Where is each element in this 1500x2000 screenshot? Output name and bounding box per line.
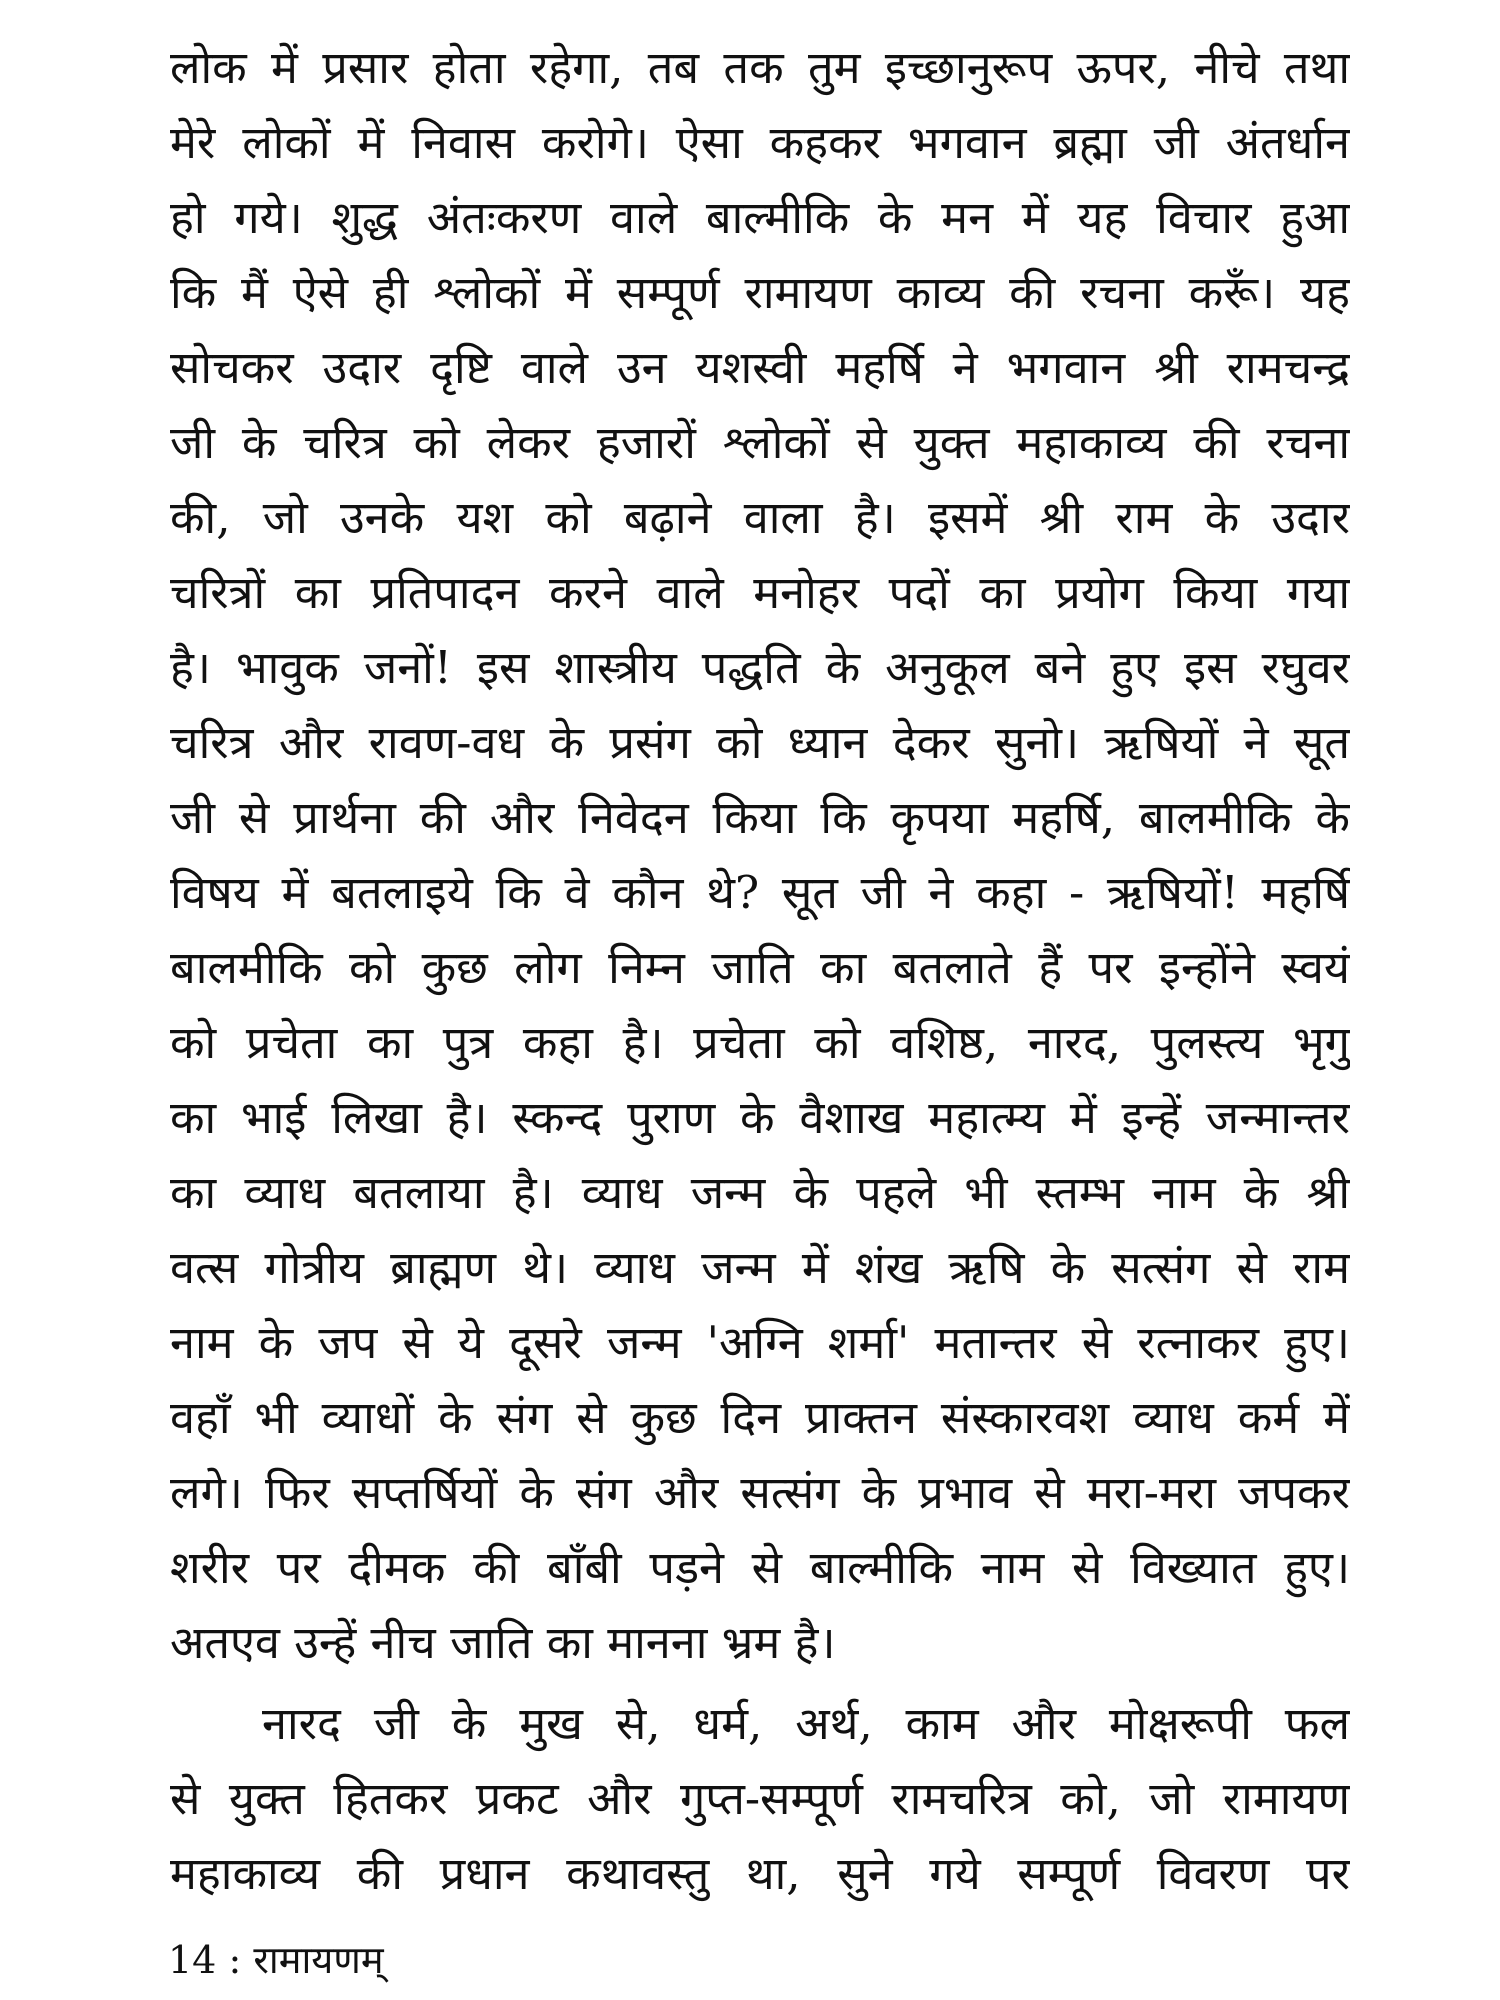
text-line: वत्स गोत्रीय ब्राह्मण थे। व्याध जन्म में शंख ऋषि के सत्संग से राम xyxy=(170,1241,1350,1294)
text-line: सोचकर उदार दृष्टि वाले उन यशस्वी महर्षि ने भगवान श्री रामचन्द्र xyxy=(170,341,1350,394)
text-line: मेरे लोकों में निवास करोगे। ऐसा कहकर भगवान ब्रह्मा जी अंतर्धान xyxy=(170,116,1350,169)
text-line: नाम के जप से ये दूसरे जन्म 'अग्नि शर्मा' मतान्तर से रत्नाकर हुए। xyxy=(170,1316,1350,1369)
text-line: लगे। फिर सप्तर्षियों के संग और सत्संग के प्रभाव से मरा-मरा जपकर xyxy=(170,1466,1350,1519)
text-line: बालमीकि को कुछ लोग निम्न जाति का बतलाते हैं पर इन्होंने स्वयं xyxy=(170,941,1350,994)
page-number: 14 xyxy=(168,1938,217,1982)
text-line: वहाँ भी व्याधों के संग से कुछ दिन प्राक्तन संस्कारवश व्याध कर्म में xyxy=(170,1391,1350,1444)
text-line: का भाई लिखा है। स्कन्द पुराण के वैशाख महात्म्य में इन्हें जन्मान्तर xyxy=(170,1091,1350,1144)
page-footer xyxy=(168,1935,384,1985)
text-line: जी के चरित्र को लेकर हजारों श्लोकों से युक्त महाकाव्य की रचना xyxy=(170,416,1350,469)
text-line: है। भावुक जनों! इस शास्त्रीय पद्धति के अनुकूल बने हुए इस रघुवर xyxy=(170,641,1350,694)
text-line: अतएव उन्हें नीच जाति का मानना भ्रम है। xyxy=(170,1616,836,1669)
text-line: जी से प्रार्थना की और निवेदन किया कि कृपया महर्षि, बालमीकि के xyxy=(170,791,1350,844)
text-line: हो गये। शुद्ध अंतःकरण वाले बाल्मीकि के मन में यह विचार हुआ xyxy=(170,191,1350,244)
text-line: नारद जी के मुख से, धर्म, अर्थ, काम और मोक्षरूपी फल xyxy=(262,1697,1350,1750)
text-line: चरित्रों का प्रतिपादन करने वाले मनोहर पदों का प्रयोग किया गया xyxy=(170,566,1350,619)
body-text xyxy=(170,30,1350,1911)
paragraph-1 xyxy=(170,30,1350,1680)
text-line: की, जो उनके यश को बढ़ाने वाला है। इसमें श्री राम के उदार xyxy=(170,491,1350,544)
paragraph-2 xyxy=(170,1686,1350,1911)
text-line: कि मैं ऐसे ही श्लोकों में सम्पूर्ण रामायण काव्य की रचना करूँ। यह xyxy=(170,266,1350,319)
text-line: से युक्त हितकर प्रकट और गुप्त-सम्पूर्ण रामचरित्र को, जो रामायण xyxy=(170,1772,1350,1825)
text-line: चरित्र और रावण-वध के प्रसंग को ध्यान देकर सुनो। ऋषियों ने सूत xyxy=(170,716,1350,769)
text-line: महाकाव्य की प्रधान कथावस्तु था, सुने गये सम्पूर्ण विवरण पर xyxy=(170,1847,1350,1900)
text-line: को प्रचेता का पुत्र कहा है। प्रचेता को वशिष्ठ, नारद, पुलस्त्य भृगु xyxy=(170,1016,1350,1069)
text-line: शरीर पर दीमक की बाँबी पड़ने से बाल्मीकि नाम से विख्यात हुए। xyxy=(170,1541,1350,1594)
footer-separator: : xyxy=(228,1938,242,1982)
text-line: विषय में बतलाइये कि वे कौन थे? सूत जी ने कहा - ऋषियों! महर्षि xyxy=(170,866,1350,919)
book-title: रामायणम् xyxy=(253,1938,384,1982)
text-line: का व्याध बतलाया है। व्याध जन्म के पहले भी स्तम्भ नाम के श्री xyxy=(170,1166,1350,1219)
text-line: लोक में प्रसार होता रहेगा, तब तक तुम इच्छानुरूप ऊपर, नीचे तथा xyxy=(170,41,1350,94)
